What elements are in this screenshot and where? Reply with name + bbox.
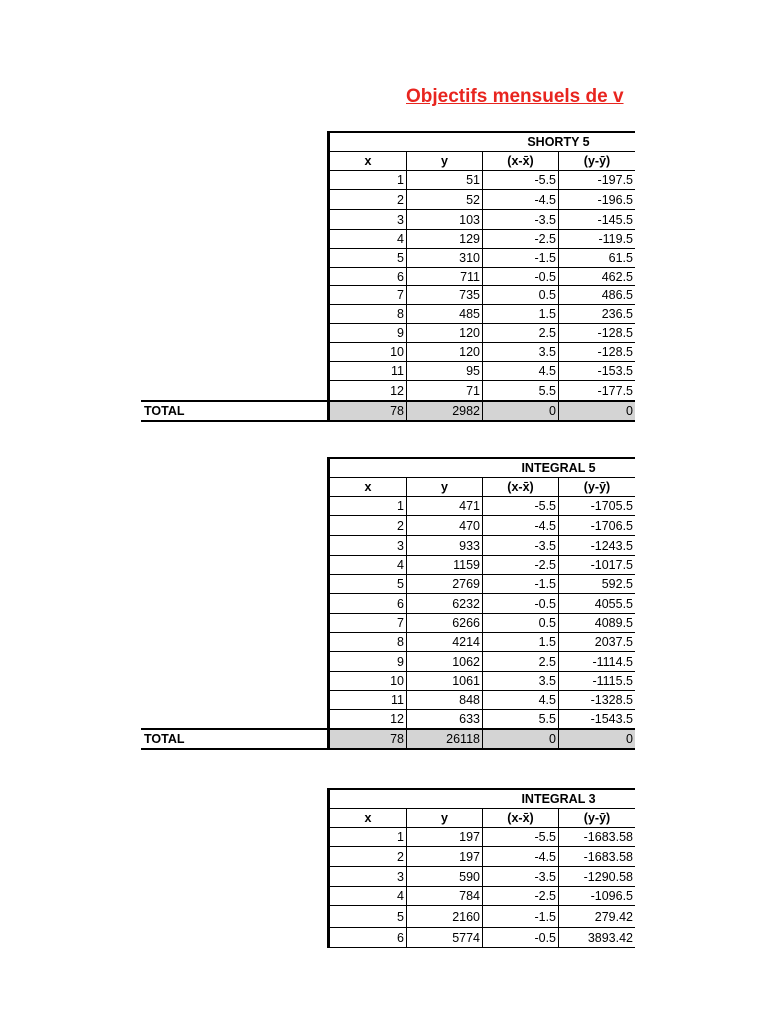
table-cell: 3.5 (482, 672, 558, 691)
total-cell: 0 (558, 730, 635, 749)
table-cell: 5.5 (482, 381, 558, 401)
table-cell: 4.5 (482, 691, 558, 710)
column-header: (y-ȳ) (558, 478, 635, 497)
table-cell: 3 (329, 210, 406, 230)
table-cell: -1543.5 (558, 710, 635, 729)
column-header: y (406, 809, 482, 828)
column-header: (y-ȳ) (558, 809, 635, 828)
table-cell: -3.5 (482, 210, 558, 230)
column-header: y (406, 478, 482, 497)
table-cell: -1683.58 (558, 828, 635, 847)
table-cell: 5774 (406, 928, 482, 948)
table-cell: -1096.5 (558, 887, 635, 906)
table-cell: 120 (406, 343, 482, 362)
table-cell: 120 (406, 324, 482, 343)
table-cell: 10 (329, 672, 406, 691)
table-cell: -1114.5 (558, 652, 635, 672)
table-cell: -1.5 (482, 906, 558, 928)
total-cell: 78 (329, 730, 406, 749)
table-cell: -0.5 (482, 594, 558, 614)
table-cell: 633 (406, 710, 482, 729)
table-cell: 592.5 (558, 575, 635, 594)
table-cell: 0.5 (482, 614, 558, 633)
column-header: (x-x̄) (482, 152, 558, 171)
table-cell: 61.5 (558, 249, 635, 268)
table-cell: 1.5 (482, 305, 558, 324)
total-cell: 0 (558, 402, 635, 421)
page-title: Objectifs mensuels de v (406, 86, 624, 107)
table-cell: 236.5 (558, 305, 635, 324)
table-cell: 3.5 (482, 343, 558, 362)
table-cell: -1290.58 (558, 867, 635, 887)
table-cell: 1 (329, 497, 406, 516)
table-cell: 6 (329, 594, 406, 614)
table-cell: 12 (329, 710, 406, 729)
table-cell: -4.5 (482, 847, 558, 867)
table-cell: 11 (329, 362, 406, 381)
table-name: SHORTY 5 (527, 135, 590, 149)
table-cell: -1705.5 (558, 497, 635, 516)
table-cell: 4 (329, 230, 406, 249)
table-cell: 6232 (406, 594, 482, 614)
table-cell: -5.5 (482, 828, 558, 847)
table-cell: 8 (329, 633, 406, 652)
table-cell: 9 (329, 652, 406, 672)
table-cell: 279.42 (558, 906, 635, 928)
table-cell: -4.5 (482, 516, 558, 536)
table-cell: -1.5 (482, 249, 558, 268)
table-cell: 735 (406, 286, 482, 305)
table-cell: 6266 (406, 614, 482, 633)
table-cell: 4 (329, 887, 406, 906)
table-cell: 2 (329, 190, 406, 210)
table-cell: -4.5 (482, 190, 558, 210)
table-name: INTEGRAL 3 (521, 792, 596, 806)
table-cell: 1159 (406, 556, 482, 575)
table-cell: -3.5 (482, 536, 558, 556)
table-cell: 4089.5 (558, 614, 635, 633)
table-cell: -177.5 (558, 381, 635, 401)
column-header: x (329, 478, 406, 497)
table-cell: 1062 (406, 652, 482, 672)
table-cell: -128.5 (558, 343, 635, 362)
table-cell: 1061 (406, 672, 482, 691)
table-cell: 848 (406, 691, 482, 710)
table-cell: 4214 (406, 633, 482, 652)
table-cell: -0.5 (482, 268, 558, 286)
table-cell: 1 (329, 828, 406, 847)
table-cell: 4 (329, 556, 406, 575)
table-cell: 471 (406, 497, 482, 516)
table-cell: -197.5 (558, 171, 635, 190)
table-cell: -153.5 (558, 362, 635, 381)
table-cell: -1328.5 (558, 691, 635, 710)
table-cell: 5 (329, 575, 406, 594)
table-cell: -196.5 (558, 190, 635, 210)
table-cell: 6 (329, 268, 406, 286)
table-cell: -1115.5 (558, 672, 635, 691)
table-cell: 2 (329, 847, 406, 867)
column-header: (x-x̄) (482, 809, 558, 828)
table-cell: 1 (329, 171, 406, 190)
table-cell: 197 (406, 828, 482, 847)
table-cell: 129 (406, 230, 482, 249)
table-cell: 590 (406, 867, 482, 887)
table-cell: 71 (406, 381, 482, 401)
table-cell: 52 (406, 190, 482, 210)
table-cell: 9 (329, 324, 406, 343)
table-cell: 12 (329, 381, 406, 401)
total-label: TOTAL (144, 404, 185, 418)
column-header: x (329, 809, 406, 828)
table-cell: 4.5 (482, 362, 558, 381)
column-header: (y-ȳ) (558, 152, 635, 171)
table-cell: 2160 (406, 906, 482, 928)
table-cell: 3 (329, 867, 406, 887)
total-cell: 2982 (406, 402, 482, 421)
table-cell: 3 (329, 536, 406, 556)
column-header: y (406, 152, 482, 171)
table-cell: 8 (329, 305, 406, 324)
table-cell: -1706.5 (558, 516, 635, 536)
total-cell: 0 (482, 402, 558, 421)
table-cell: 2.5 (482, 652, 558, 672)
table-cell: 485 (406, 305, 482, 324)
table-cell: 486.5 (558, 286, 635, 305)
table-left-border (327, 131, 330, 422)
table-cell: 5.5 (482, 710, 558, 729)
table-cell: 462.5 (558, 268, 635, 286)
total-bottom-border (141, 420, 635, 422)
table-cell: -5.5 (482, 497, 558, 516)
table-cell: 711 (406, 268, 482, 286)
table-left-border (327, 457, 330, 750)
table-cell: 470 (406, 516, 482, 536)
table-cell: 1.5 (482, 633, 558, 652)
table-cell: -1017.5 (558, 556, 635, 575)
table-cell: -2.5 (482, 887, 558, 906)
table-cell: 2037.5 (558, 633, 635, 652)
table-cell: -2.5 (482, 230, 558, 249)
table-cell: 0.5 (482, 286, 558, 305)
total-cell: 78 (329, 402, 406, 421)
table-cell: 4055.5 (558, 594, 635, 614)
table-cell: 5 (329, 906, 406, 928)
table-cell: -1683.58 (558, 847, 635, 867)
table-cell: 7 (329, 614, 406, 633)
table-cell: -119.5 (558, 230, 635, 249)
total-cell: 0 (482, 730, 558, 749)
table-cell: 2.5 (482, 324, 558, 343)
table-cell: 6 (329, 928, 406, 948)
table-cell: 2 (329, 516, 406, 536)
table-cell: 103 (406, 210, 482, 230)
table-cell: 310 (406, 249, 482, 268)
table-cell: 2769 (406, 575, 482, 594)
table-cell: -5.5 (482, 171, 558, 190)
table-cell: -1243.5 (558, 536, 635, 556)
table-cell: 784 (406, 887, 482, 906)
table-cell: 7 (329, 286, 406, 305)
total-bottom-border (141, 748, 635, 750)
table-name: INTEGRAL 5 (521, 461, 596, 475)
table-left-border (327, 788, 330, 948)
table-cell: 933 (406, 536, 482, 556)
table-cell: -2.5 (482, 556, 558, 575)
table-cell: -0.5 (482, 928, 558, 948)
table-cell: -1.5 (482, 575, 558, 594)
table-cell: -145.5 (558, 210, 635, 230)
total-label: TOTAL (144, 732, 185, 746)
table-cell: 11 (329, 691, 406, 710)
table-cell: 5 (329, 249, 406, 268)
table-cell: 197 (406, 847, 482, 867)
table-cell: -128.5 (558, 324, 635, 343)
table-cell: 10 (329, 343, 406, 362)
table-cell: 3893.42 (558, 928, 635, 948)
column-header: x (329, 152, 406, 171)
table-cell: 95 (406, 362, 482, 381)
column-header: (x-x̄) (482, 478, 558, 497)
table-cell: -3.5 (482, 867, 558, 887)
table-cell: 51 (406, 171, 482, 190)
total-cell: 26118 (406, 730, 482, 749)
